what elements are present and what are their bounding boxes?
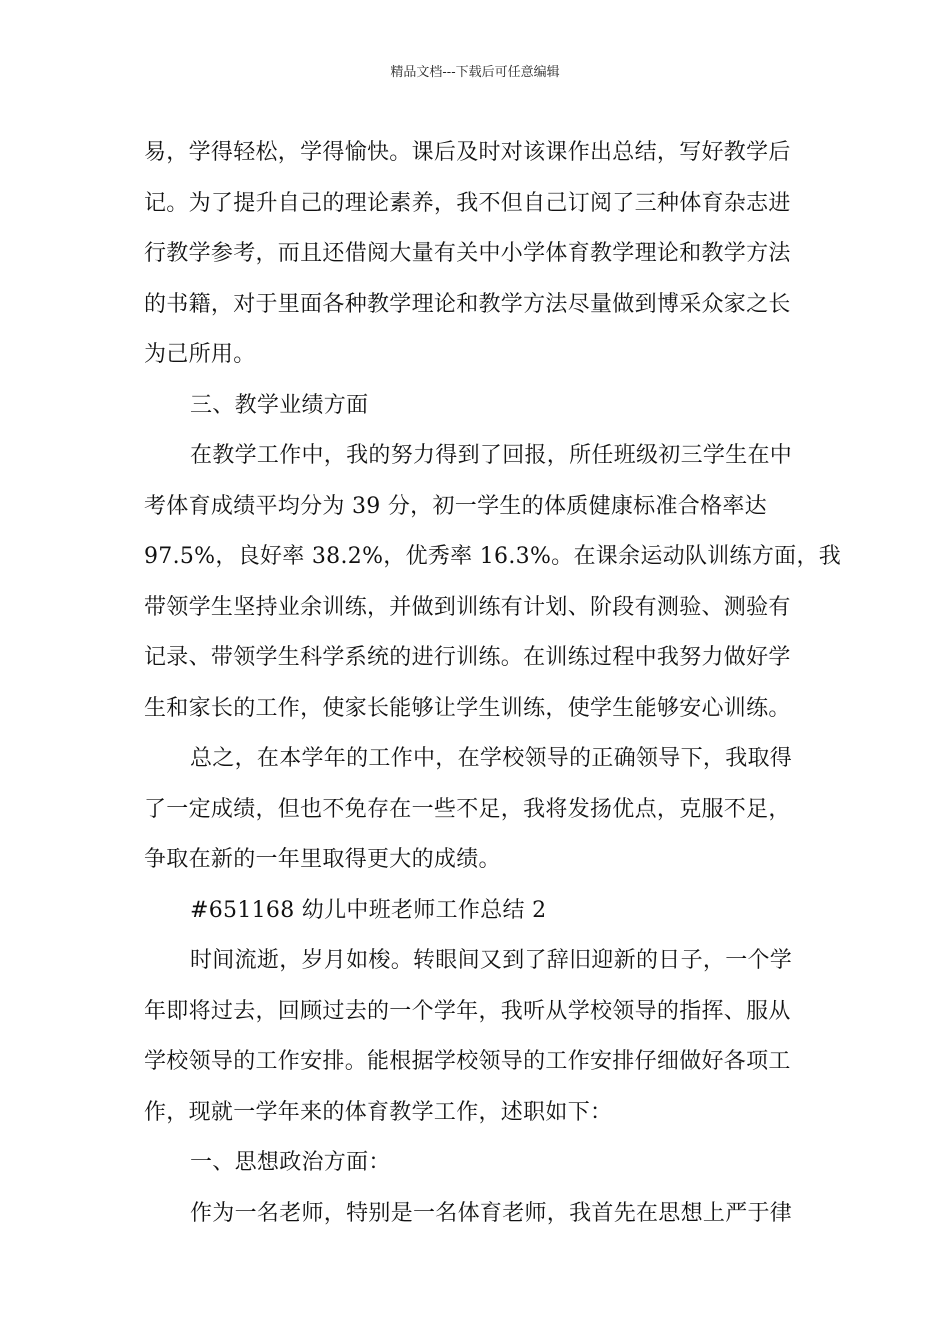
text-line: 在教学工作中，我的努力得到了回报，所任班级初三学生在中: [190, 443, 793, 468]
text-line: 为己所用。: [144, 342, 256, 367]
text-line: 作为一名老师，特别是一名体育老师，我首先在思想上严于律: [190, 1200, 793, 1226]
text-line: 行教学参考，而且还借阅大量有关中小学体育教学理论和教学方法: [144, 241, 791, 266]
article-title: #651168 幼儿中班老师工作总结 2: [190, 897, 547, 923]
text-line: 争取在新的一年里取得更大的成绩。: [144, 847, 501, 872]
text-line: 年即将过去，回顾过去的一个学年，我听从学校领导的指挥、服从: [144, 998, 791, 1024]
page-header: 精品文档---下载后可任意编辑: [390, 65, 560, 80]
text-line: 了一定成绩，但也不免存在一些不足，我将发扬优点，克服不足，: [144, 796, 791, 822]
text-line: 考体育成绩平均分为 39 分，初一学生的体质健康标准合格率达: [144, 493, 767, 519]
text-line: 记。为了提升自己的理论素养，我不但自己订阅了三种体育杂志进: [144, 190, 791, 216]
text-line: 总之，在本学年的工作中，在学校领导的正确领导下，我取得: [190, 746, 793, 771]
section-heading: 三、教学业绩方面: [190, 392, 369, 418]
text-line: 作，现就一学年来的体育教学工作，述职如下：: [144, 1099, 613, 1125]
text-line: 时间流逝，岁月如梭。转眼间又到了辞旧迎新的日子，一个学: [190, 948, 793, 973]
text-line: 带领学生坚持业余训练，并做到训练有计划、阶段有测验、测验有: [144, 594, 791, 620]
text-line: 的书籍，对于里面各种教学理论和教学方法尽量做到博采众家之长: [144, 291, 791, 317]
text-line: 生和家长的工作，使家长能够让学生训练，使学生能够安心训练。: [144, 695, 791, 721]
text-line: 记录、带领学生科学系统的进行训练。在训练过程中我努力做好学: [144, 645, 791, 670]
section-heading: 一、思想政治方面：: [190, 1150, 391, 1175]
text-line: 97.5%，良好率 38.2%，优秀率 16.3%。在课余运动队训练方面，我: [144, 544, 842, 569]
text-line: 学校领导的工作安排。能根据学校领导的工作安排仔细做好各项工: [144, 1049, 791, 1074]
document-body: [144, 128, 842, 1239]
text-line: 易，学得轻松，学得愉快。课后及时对该课作出总结，写好教学后: [144, 140, 791, 165]
